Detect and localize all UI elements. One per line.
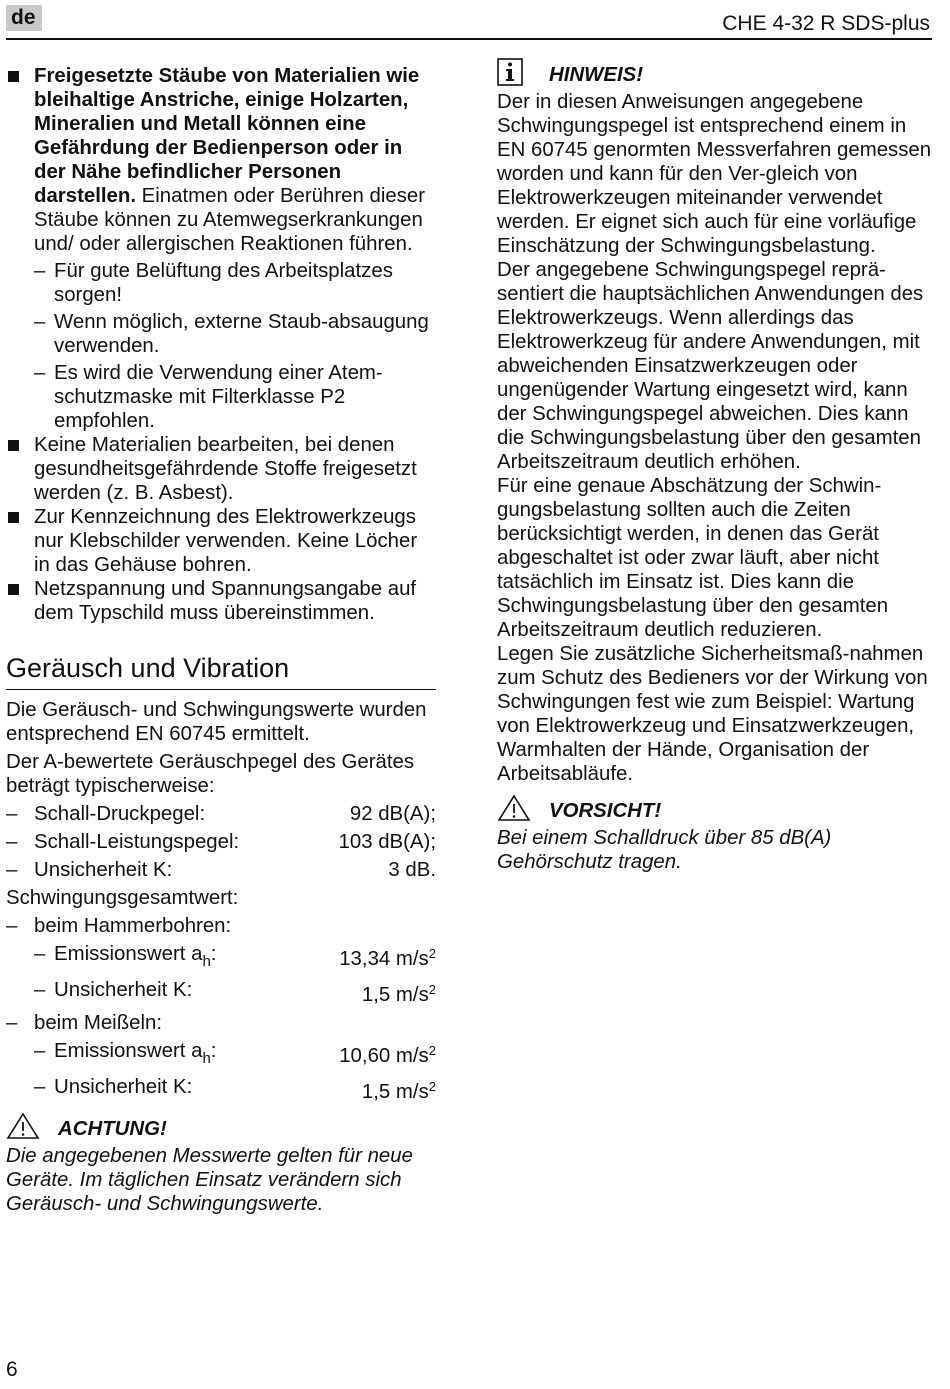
noise-label: – Schall-Leistungspegel: bbox=[34, 831, 240, 853]
hammer-uncertainty-value: 1,5 $m/s^2$ bbox=[361, 982, 436, 1006]
noise-row-uncertainty bbox=[6, 858, 436, 882]
hammer-emission-label: – Emissionswert $a_h$: bbox=[54, 943, 217, 970]
dash-extraction: – Wenn möglich, externe Staub-absaugung verwenden. bbox=[34, 310, 436, 358]
chisel-uncertainty-row bbox=[6, 1075, 436, 1104]
dust-warning-bold: Freigesetzte Stäube von Materialien wie bleihaltige Anstriche, einige Holzarten, Mineralien und Metall können eine Gefährdung der Bedienperson oder in der Nähe befindlicher Personen darstellen. bbox=[34, 65, 420, 207]
noise-value: 103 dB(A); bbox=[338, 831, 436, 853]
noise-value: 3 dB. bbox=[388, 859, 436, 881]
hammer-emission-value: 13,34 $m/s^2$ bbox=[339, 946, 436, 970]
achtung-text: Die angegebenen Messwerte gelten für neue Geräte. Im täglichen Einsatz verändern sich Geräusch- und Schwingungswerte. bbox=[6, 1145, 413, 1215]
language-tag: de bbox=[6, 5, 42, 31]
chisel-uncertainty-label: – Unsicherheit K: bbox=[54, 1076, 193, 1098]
noise-value: 92 dB(A); bbox=[349, 803, 436, 825]
vorsicht-title: VORSICHT! bbox=[549, 800, 662, 822]
bullet-asbestos: Keine Materialien bearbeiten, bei denen gesundheitsgefährdende Stoffe freigesetzt werden (z. B. Asbest). bbox=[6, 433, 436, 505]
noise-row-power bbox=[6, 830, 436, 854]
hinweis-para-3: Für eine genaue Abschätzung der Schwin-gungsbelastung sollten auch die Zeiten berücksichtigt werden, in denen das Gerät abgeschaltet ist oder zwar läuft, aber nicht tatsächlich im Einsatz ist. Dies kann die Schwingungsbelastung über den gesamten Arbeitszeitraum deutlich reduzieren. bbox=[497, 475, 889, 641]
hinweis-para-2: Der angegebene Schwingungspegel reprä-sentiert die hauptsächlichen Anwendungen des Elektrowerkzeugs. Wenn allerdings das Elektrowerkzeug für andere Anwendungen, mit abweichenden Einsatzwerkzeugen oder ungenügender Wartung eingesetzt wird, kann der Schwingungspegel abweichen. Dies kann die Schwingungsbelastung über den gesamten Arbeitszeitraum deutlich erhöhen. bbox=[497, 259, 924, 473]
dust-warning-text: Einatmen oder Berühren dieser Stäube können zu Atemwegserkrankungen und/ oder allergischen Reaktionen führen. bbox=[34, 185, 426, 255]
bullet-labels: Zur Kennzeichnung des Elektrowerkzeugs nur Klebschilder verwenden. Keine Löcher in das Gehäuse bohren. bbox=[6, 505, 436, 577]
achtung-title: ACHTUNG! bbox=[58, 1118, 167, 1140]
page-number: 6 bbox=[6, 1358, 18, 1381]
noise-row-pressure bbox=[6, 802, 436, 826]
warning-triangle-icon bbox=[6, 1112, 40, 1146]
hinweis-title: HINWEIS! bbox=[549, 64, 644, 86]
chisel-title: – beim Meißeln: bbox=[6, 1011, 436, 1035]
hammer-uncertainty-row bbox=[6, 978, 436, 1007]
hammer-title: – beim Hammerbohren: bbox=[6, 914, 436, 938]
vorsicht-header bbox=[497, 796, 937, 826]
hammer-emission-row bbox=[6, 942, 436, 974]
bullet-dust bbox=[6, 64, 436, 433]
chisel-emission-row bbox=[6, 1039, 436, 1071]
section-heading: Geräusch und Vibration bbox=[6, 651, 436, 690]
noise-label: – Unsicherheit K: bbox=[34, 859, 173, 881]
chisel-emission-value: 10,60 $m/s^2$ bbox=[339, 1043, 436, 1067]
bullet-voltage: Netzspannung und Spannungsangabe auf dem Typschild muss übereinstimmen. bbox=[6, 577, 436, 625]
warning-triangle-icon bbox=[497, 794, 531, 828]
hinweis-para-1: Der in diesen Anweisungen angegebene Schwingungspegel ist entsprechend einem in EN 60745 genormten Messverfahren gemessen worden und kann für den Ver-gleich von Elektrowerkzeugen miteinander verwendet werden. Er eignet sich auch für eine vorläufige Einschätzung der Schwingungsbelastung. bbox=[497, 91, 932, 257]
left-column bbox=[6, 64, 436, 1216]
chisel-uncertainty-value: 1,5 $m/s^2$ bbox=[361, 1079, 436, 1103]
vorsicht-text: Bei einem Schalldruck über 85 dB(A) Gehörschutz tragen. bbox=[497, 827, 832, 873]
hammer-uncertainty-label: – Unsicherheit K: bbox=[54, 979, 193, 1001]
dash-mask: – Es wird die Verwendung einer Atem-schutzmaske mit Filterklasse P2 empfohlen. bbox=[34, 361, 436, 433]
noise-label: – Schall-Druckpegel: bbox=[34, 803, 206, 825]
vibration-title: Schwingungsgesamtwert: bbox=[6, 887, 239, 909]
chisel-emission-label: – Emissionswert $a_h$: bbox=[54, 1040, 217, 1067]
dash-ventilation: – Für gute Belüftung des Arbeitsplatzes sorgen! bbox=[34, 259, 436, 307]
noise-level-intro: Der A-bewertete Geräuschpegel des Gerätes beträgt typischerweise: bbox=[6, 751, 415, 797]
header-rule bbox=[6, 38, 932, 40]
noise-intro: Die Geräusch- und Schwingungswerte wurden entsprechend EN 60745 ermittelt. bbox=[6, 699, 427, 745]
hinweis-para-4: Legen Sie zusätzliche Sicherheitsmaß-nahmen zum Schutz des Bedieners vor der Wirkung von Schwingungen fest wie zum Beispiel: Wartung von Elektrowerkzeug und Einsatzwerkzeugen, Warmhalten der Hände, Organisation der Arbeitsabläufe. bbox=[497, 643, 928, 785]
right-column bbox=[497, 64, 937, 874]
info-icon bbox=[497, 58, 523, 92]
model-name: CHE 4-32 R SDS-plus bbox=[722, 12, 930, 35]
hinweis-header bbox=[497, 60, 937, 90]
achtung-header bbox=[6, 1114, 436, 1144]
